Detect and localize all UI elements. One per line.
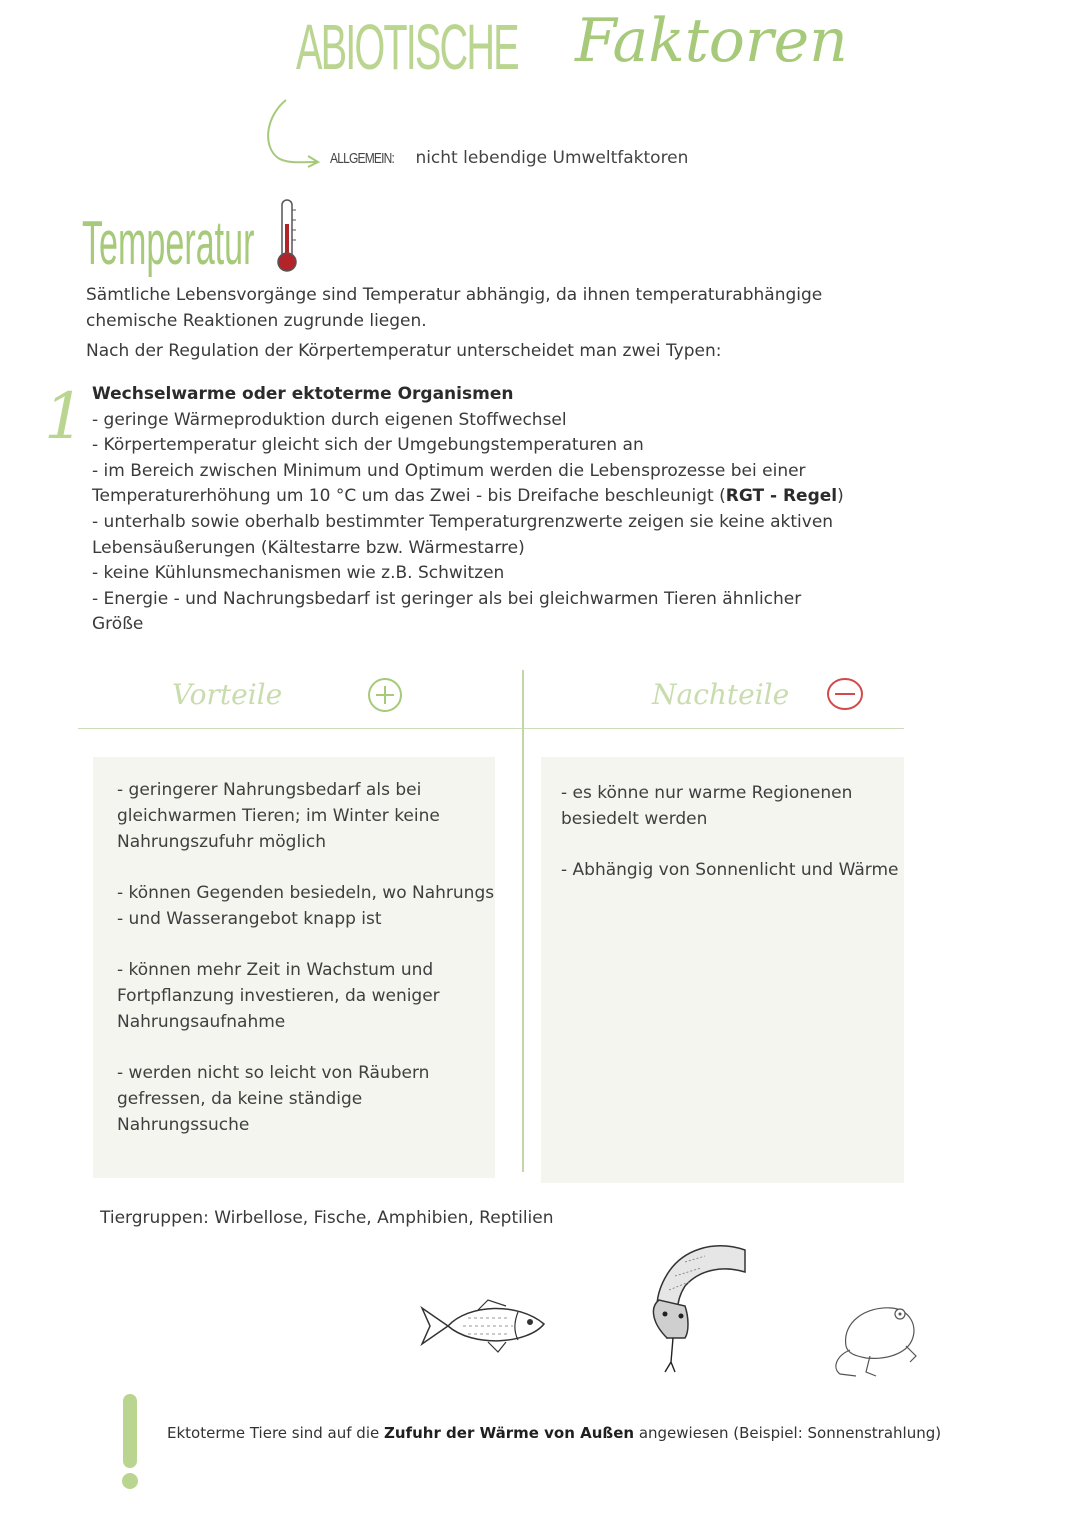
ectotherm-line: Größe	[92, 614, 144, 635]
plus-icon	[367, 677, 403, 713]
ectotherm-heading: Wechselwarme oder ektoterme Organismen	[92, 384, 514, 404]
ectotherm-line: Lebensäußerungen (Kältestarre bzw. Wärmestarre)	[92, 537, 525, 558]
advantage-item: - werden nicht so leicht von Räubern gefressen, da keine ständige Nahrungssuche	[117, 1063, 430, 1135]
note-bold: Zufuhr der Wärme von Außen	[384, 1424, 635, 1442]
ectotherm-line: - geringe Wärmeproduktion durch eigenen Stoffwechsel	[92, 409, 567, 430]
intro-line-3: Nach der Regulation der Körpertemperatur unterscheidet man zwei Typen:	[86, 341, 722, 361]
section-title: Temperatur	[82, 209, 255, 278]
intro-line-1: Sämtliche Lebensvorgänge sind Temperatur abhängig, da ihnen temperaturabhängige	[86, 285, 823, 305]
advantages-box	[93, 757, 495, 1178]
ectotherm-line: - unterhalb sowie oberhalb bestimmter Temperaturgrenzwerte zeigen sie keine aktiven	[92, 511, 834, 532]
intro-line-2: chemische Reaktionen zugrunde liegen.	[86, 311, 427, 331]
disadvantage-item: - es könne nur warme Regionenen besiedelt werden	[561, 783, 853, 829]
snake-icon	[645, 1242, 749, 1374]
disadvantages-box	[541, 757, 904, 1183]
section-number: 1	[44, 380, 85, 454]
rgt-rule: RGT - Regel	[725, 486, 838, 507]
allgemein-line	[330, 148, 688, 168]
advantage-item: - können mehr Zeit in Wachstum und Fortpflanzung investieren, da weniger Nahrungsaufnahme	[117, 960, 440, 1032]
curved-arrow-icon	[258, 96, 338, 171]
advantage-item: - können Gegenden besiedeln, wo Nahrungs - und Wasserangebot knapp ist	[117, 883, 495, 929]
ectotherm-line: - im Bereich zwischen Minimum und Optimum werden die Lebensprozesse bei einer	[92, 460, 806, 481]
frog-icon	[826, 1296, 922, 1380]
allgemein-text: nicht lebendige Umweltfaktoren	[415, 148, 689, 168]
note-post: angewiesen (Beispiel: Sonnenstrahlung)	[634, 1424, 942, 1442]
title-part-1: ABIOTISCHE	[296, 11, 518, 83]
table-divider-vertical	[522, 670, 524, 1172]
ectotherm-line: - Körpertemperatur gleicht sich der Umgebungstemperaturen an	[92, 435, 644, 456]
ectotherm-line-end: )	[837, 486, 844, 507]
note-text	[167, 1424, 941, 1442]
advantages-header: Vorteile	[172, 678, 283, 711]
ectotherm-line-text: Temperaturerhöhung um 10 °C um das Zwei - bis Dreifache beschleunigt (	[92, 486, 726, 507]
allgemein-label: ALLGEMEIN:	[330, 150, 395, 167]
thermometer-icon	[274, 198, 300, 274]
title-part-2: Faktoren	[575, 6, 848, 76]
table-divider-horizontal	[78, 728, 904, 729]
ectotherm-line: - Energie - und Nachrungsbedarf ist geringer als bei gleichwarmen Tieren ähnlicher	[92, 588, 802, 609]
disadvantage-item: - Abhängig von Sonnenlicht und Wärme	[561, 860, 899, 880]
ectotherm-line: - keine Kühlunsmechanismen wie z.B. Schwitzen	[92, 563, 505, 584]
ectotherm-line	[92, 484, 862, 510]
ectotherm-block	[92, 382, 862, 638]
minus-icon	[826, 676, 864, 712]
note-pre: Ektoterme Tiere sind auf die	[167, 1424, 384, 1442]
fish-icon	[418, 1296, 550, 1356]
exclamation-icon	[118, 1392, 144, 1492]
animal-groups: Tiergruppen: Wirbellose, Fische, Amphibien, Reptilien	[100, 1208, 554, 1228]
disadvantages-header: Nachteile	[652, 678, 790, 711]
advantage-item: - geringerer Nahrungsbedarf als bei gleichwarmen Tieren; im Winter keine Nahrungszufuhr möglich	[117, 780, 440, 852]
